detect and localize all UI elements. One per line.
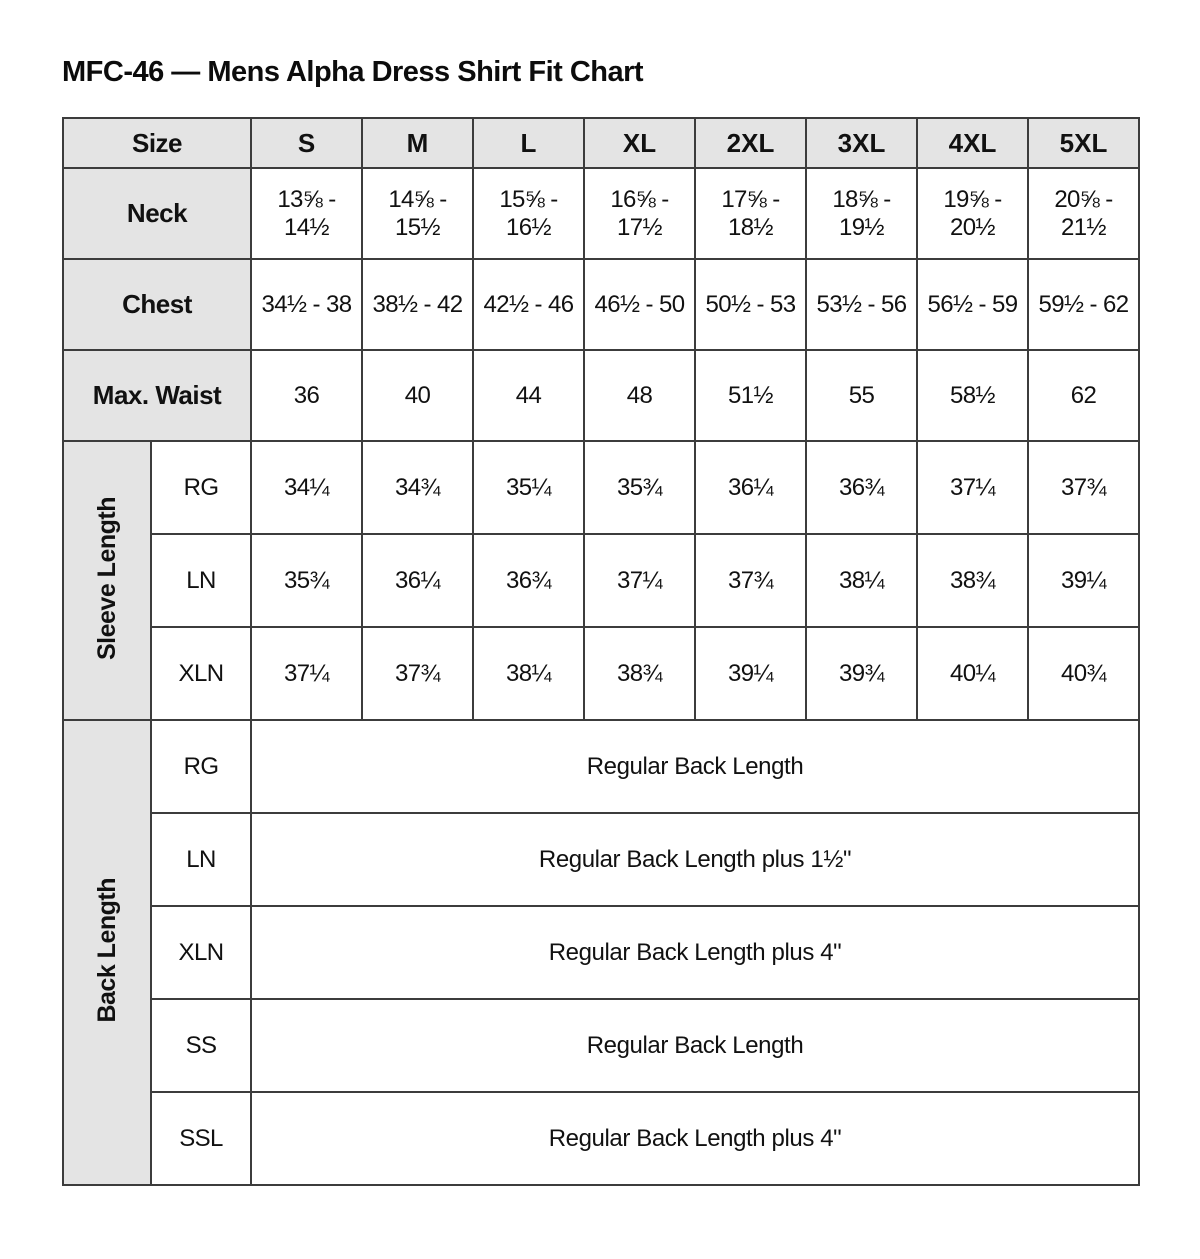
cell-chest-4xl: 56½ - 59: [917, 259, 1028, 350]
cell-chest-s: 34½ - 38: [251, 259, 362, 350]
row-back-xln: [63, 906, 1139, 999]
cell-sleeve-rg-l: 35¼: [473, 441, 584, 534]
cell-neck-5xl: 20⅝ - 21½: [1028, 168, 1139, 259]
header-row: [63, 118, 1139, 168]
cell-max-waist-l: 44: [473, 350, 584, 441]
size-col-xl: XL: [584, 118, 695, 168]
cell-neck-l: 15⅝ - 16½: [473, 168, 584, 259]
size-col-5xl: 5XL: [1028, 118, 1139, 168]
cell-sleeve-xln-5xl: 40¾: [1028, 627, 1139, 720]
cell-sleeve-xln-s: 37¼: [251, 627, 362, 720]
cell-sleeve-rg-3xl: 36¾: [806, 441, 917, 534]
back-desc-rg-0: Regular Back Length: [251, 720, 1139, 813]
back-desc-xln-2: Regular Back Length plus 4": [251, 906, 1139, 999]
sleeve-length-section-label: Sleeve Length: [92, 496, 121, 660]
sleeve-length-section: [63, 441, 151, 720]
fit-chart-table: [62, 117, 1140, 1186]
row-max-waist: [63, 350, 1139, 441]
cell-max-waist-xl: 48: [584, 350, 695, 441]
size-col-m: M: [362, 118, 473, 168]
cell-sleeve-xln-2xl: 39¼: [695, 627, 806, 720]
cell-sleeve-xln-m: 37¾: [362, 627, 473, 720]
cell-max-waist-m: 40: [362, 350, 473, 441]
back-desc-ssl-4: Regular Back Length plus 4": [251, 1092, 1139, 1185]
cell-sleeve-xln-4xl: 40¼: [917, 627, 1028, 720]
cell-sleeve-ln-3xl: 38¼: [806, 534, 917, 627]
cell-sleeve-rg-s: 34¼: [251, 441, 362, 534]
back-code-ss: SS: [151, 999, 251, 1092]
size-col-2xl: 2XL: [695, 118, 806, 168]
row-back-ln: [63, 813, 1139, 906]
fit-chart-body: [63, 118, 1139, 1185]
cell-neck-4xl: 19⅝ - 20½: [917, 168, 1028, 259]
cell-sleeve-ln-l: 36¾: [473, 534, 584, 627]
row-sleeve-xln: [63, 627, 1139, 720]
cell-sleeve-ln-xl: 37¼: [584, 534, 695, 627]
cell-chest-l: 42½ - 46: [473, 259, 584, 350]
cell-sleeve-xln-xl: 38¾: [584, 627, 695, 720]
back-code-ln: LN: [151, 813, 251, 906]
sleeve-code-ln: LN: [151, 534, 251, 627]
page-title: MFC-46 — Mens Alpha Dress Shirt Fit Chart: [62, 56, 644, 88]
row-chest: [63, 259, 1139, 350]
cell-sleeve-ln-5xl: 39¼: [1028, 534, 1139, 627]
cell-max-waist-3xl: 55: [806, 350, 917, 441]
sleeve-code-xln: XLN: [151, 627, 251, 720]
size-col-l: L: [473, 118, 584, 168]
cell-sleeve-rg-4xl: 37¼: [917, 441, 1028, 534]
size-col-4xl: 4XL: [917, 118, 1028, 168]
row-back-ss: [63, 999, 1139, 1092]
cell-neck-m: 14⅝ - 15½: [362, 168, 473, 259]
cell-max-waist-2xl: 51½: [695, 350, 806, 441]
row-neck: [63, 168, 1139, 259]
cell-sleeve-ln-m: 36¼: [362, 534, 473, 627]
cell-sleeve-ln-4xl: 38¾: [917, 534, 1028, 627]
cell-neck-3xl: 18⅝ - 19½: [806, 168, 917, 259]
back-code-ssl: SSL: [151, 1092, 251, 1185]
cell-sleeve-xln-l: 38¼: [473, 627, 584, 720]
cell-max-waist-5xl: 62: [1028, 350, 1139, 441]
back-length-section: [63, 720, 151, 1185]
row-sleeve-ln: [63, 534, 1139, 627]
label-chest: Chest: [63, 259, 251, 350]
cell-chest-xl: 46½ - 50: [584, 259, 695, 350]
row-sleeve-rg: [63, 441, 1139, 534]
row-back-ssl: [63, 1092, 1139, 1185]
cell-chest-5xl: 59½ - 62: [1028, 259, 1139, 350]
label-neck: Neck: [63, 168, 251, 259]
size-col-3xl: 3XL: [806, 118, 917, 168]
cell-neck-s: 13⅝ - 14½: [251, 168, 362, 259]
cell-max-waist-4xl: 58½: [917, 350, 1028, 441]
back-code-rg: RG: [151, 720, 251, 813]
cell-neck-2xl: 17⅝ - 18½: [695, 168, 806, 259]
cell-sleeve-ln-2xl: 37¾: [695, 534, 806, 627]
sleeve-code-rg: RG: [151, 441, 251, 534]
cell-chest-m: 38½ - 42: [362, 259, 473, 350]
size-header-cell: Size: [63, 118, 251, 168]
row-back-rg: [63, 720, 1139, 813]
cell-sleeve-xln-3xl: 39¾: [806, 627, 917, 720]
label-max-waist: Max. Waist: [63, 350, 251, 441]
cell-max-waist-s: 36: [251, 350, 362, 441]
back-code-xln: XLN: [151, 906, 251, 999]
back-desc-ln-1: Regular Back Length plus 1½": [251, 813, 1139, 906]
cell-sleeve-rg-2xl: 36¼: [695, 441, 806, 534]
size-col-s: S: [251, 118, 362, 168]
cell-sleeve-rg-5xl: 37¾: [1028, 441, 1139, 534]
cell-sleeve-rg-xl: 35¾: [584, 441, 695, 534]
back-length-section-label: Back Length: [92, 877, 121, 1023]
cell-sleeve-ln-s: 35¾: [251, 534, 362, 627]
cell-sleeve-rg-m: 34¾: [362, 441, 473, 534]
cell-chest-2xl: 50½ - 53: [695, 259, 806, 350]
cell-chest-3xl: 53½ - 56: [806, 259, 917, 350]
cell-neck-xl: 16⅝ - 17½: [584, 168, 695, 259]
back-desc-ss-3: Regular Back Length: [251, 999, 1139, 1092]
